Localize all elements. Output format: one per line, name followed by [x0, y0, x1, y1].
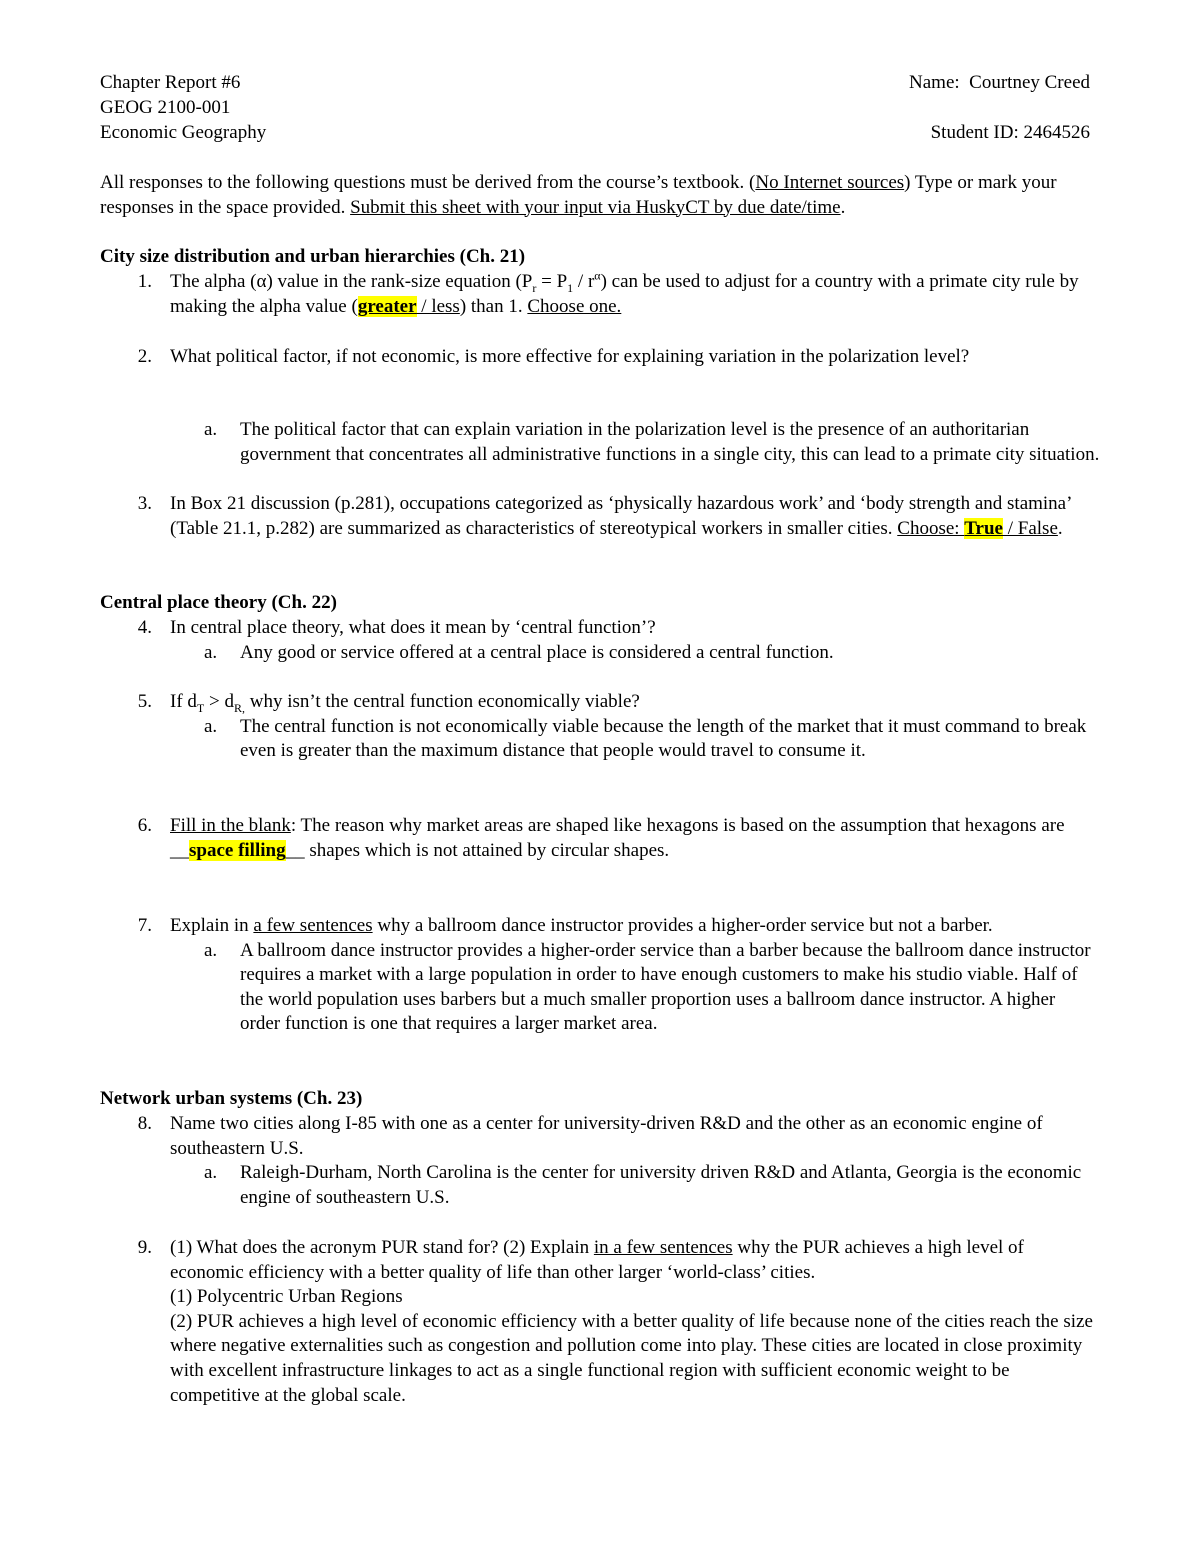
- question-1: 1. The alpha (α) value in the rank-size equation $(P_r = P_1 / r^\alpha)$ can be used to adjust for a country with a primate city rule by making the alpha value (greater / less) than 1. Choose one.: [137, 268, 1079, 317]
- section-heading-ch23: Network urban systems (Ch. 23): [100, 1088, 363, 1109]
- question-2: 2. What political factor, if not economic, is more effective for explaining variation in the polarization level?: [137, 346, 970, 367]
- header-row-2: [100, 96, 1090, 121]
- section-heading-ch22: Central place theory (Ch. 22): [100, 592, 337, 613]
- answer-2: a. The political factor that can explain variation in the polarization level is the presence of an authoritarian government that concentrates all administrative functions in a single city, this can lead to a primate city situation.: [204, 419, 1100, 465]
- question-7: 7. Explain in a few sentences why a ballroom dance instructor provides a higher-order service but not a barber. a. A ballroom dance instructor provides a higher-order service than a barber because the ballroom dance instructor requires a market with a large population in order to have enough customers to make his studio viable. Half of the world population uses barbers but a much smaller proportion uses a ballroom dance instructor. A higher order function is one that requires a larger market area.: [137, 915, 1091, 1035]
- report-title: Chapter Report #6: [100, 72, 241, 93]
- answer-space-filling: space filling: [189, 839, 286, 861]
- question-3: 3. In Box 21 discussion (p.281), occupations categorized as ‘physically hazardous work’ and ‘body strength and stamina’ (Table 21.1, p.282) are summarized as characteristics of stereotypical workers in smaller cities. Choose: True / False.: [137, 493, 1072, 539]
- question-8: 8. Name two cities along I-85 with one as a center for university-driven R&D and the other as an economic engine of southeastern U.S. a. Raleigh-Durham, North Carolina is the center for university driven R&D and Atlanta, Georgia is the economic engine of southeastern U.S.: [137, 1113, 1082, 1208]
- student-name: Name: Courtney Creed: [909, 72, 1090, 93]
- instructions: All responses to the following questions must be derived from the course’s textbook. (No Internet sources) Type or mark your responses in the space provided. Submit this sheet with your input via HuskyCT by due date/time.: [100, 172, 1057, 218]
- section-heading-ch21: City size distribution and urban hierarchies (Ch. 21): [100, 246, 526, 267]
- header-row-1: [100, 71, 1090, 96]
- student-id: Student ID: 2464526: [930, 122, 1090, 143]
- question-4: 4. In central place theory, what does it mean by ‘central function’? a. Any good or service offered at a central place is considered a central function.: [137, 617, 834, 663]
- answer-true: True: [964, 517, 1003, 539]
- course-code: GEOG 2100-001: [100, 97, 231, 118]
- question-5: 5. If $d_T > d_{R,}$ why isn’t the central function economically viable? a. The central function is not economically viable because the length of the market that it must command to break even is greater than the maximum distance that people would travel to consume it.: [137, 691, 1087, 762]
- question-6: 6. Fill in the blank: The reason why market areas are shaped like hexagons is based on the assumption that hexagons are __space filling__ shapes which is not attained by circular shapes.: [137, 815, 1065, 861]
- question-9: 9. (1) What does the acronym PUR stand for? (2) Explain in a few sentences why the PUR achieves a high level of economic efficiency with a better quality of life than other larger ‘world-class’ cities. (1) Polycentric Urban Regions (2) PUR achieves a high level of economic efficiency with a better quality of life because none of the cities reach the size where negative externalities such as congestion and pollution come into play. These cities are located in close proximity with excellent infrastructure linkages to act as a single functional region with sufficient economic weight to be competitive at the global scale.: [137, 1237, 1093, 1406]
- header-row-3: [100, 121, 1090, 146]
- course-name: Economic Geography: [100, 122, 267, 143]
- answer-greater: greater: [357, 295, 417, 317]
